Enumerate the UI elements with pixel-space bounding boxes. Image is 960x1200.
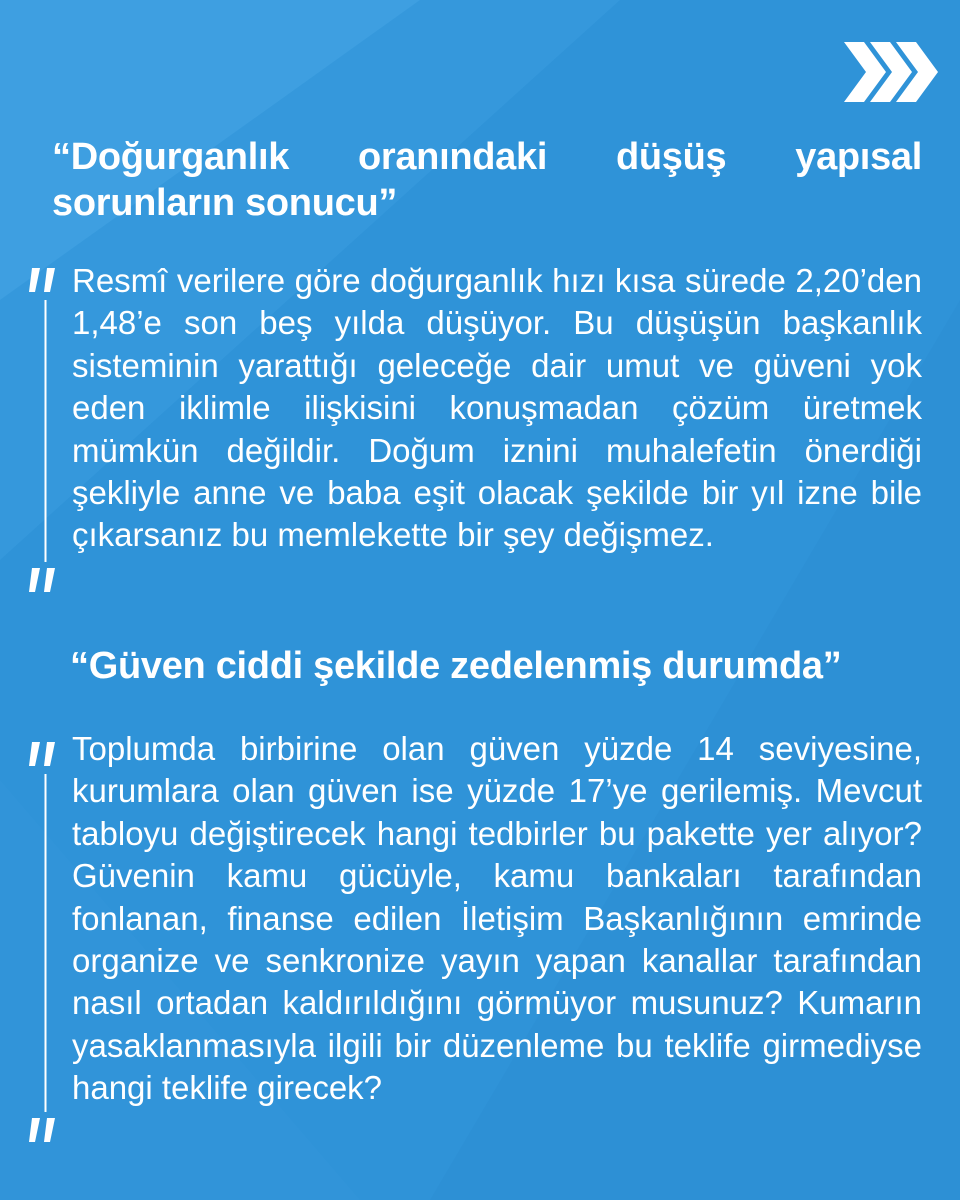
quote-bar xyxy=(29,738,61,1146)
quote-paragraph-trust: Toplumda birbirine olan güven yüzde 14 seviyesine, kurumlara olan güven ise yüzde 17’ye gerilemiş. Mevcut tabloyu değiştirecek hangi tedbirler bu pakette yer alıyor? Güvenin kamu gücüyle, kamu bankaları tarafından fonlanan, finanse edilen İletişim Başkanlığının emrinde organize ve senkronize yayın yapan kanallar tarafından nasıl ortadan kaldırıldığını görmüyor musunuz? Kumarın yasaklanmasıyla ilgili bir düzenleme bu teklife girmediyse hangi teklife girecek? xyxy=(72,730,922,1107)
opening-quote-mark-icon xyxy=(29,742,55,766)
quote-bar xyxy=(29,264,61,596)
section-heading-fertility: “Doğurganlık oranındaki düşüş yapısal sorunların sonucu” xyxy=(52,136,922,224)
next-page-icon[interactable] xyxy=(842,42,940,102)
quote-paragraph-fertility: Resmî verilere göre doğurganlık hızı kısa sürede 2,20’den 1,48’e son beş yılda düşüyor. Bu düşüşün başkanlık sisteminin yarattığı geleceğe dair umut ve güveni yok eden iklimle ilişkisini konuşmadan çözüm üretmek mümkün değildir. Doğum iznini muhalefetin önerdiği şekliyle anne ve baba eşit olacak şekilde bir yıl izne bile çıkarsanız bu memlekette bir şey değişmez. xyxy=(72,262,922,554)
closing-quote-mark-icon xyxy=(29,568,55,592)
closing-quote-mark-icon xyxy=(29,1118,55,1142)
section-heading-trust: “Güven ciddi şekilde zedelenmiş durumda” xyxy=(70,645,842,687)
opening-quote-mark-icon xyxy=(29,268,55,292)
